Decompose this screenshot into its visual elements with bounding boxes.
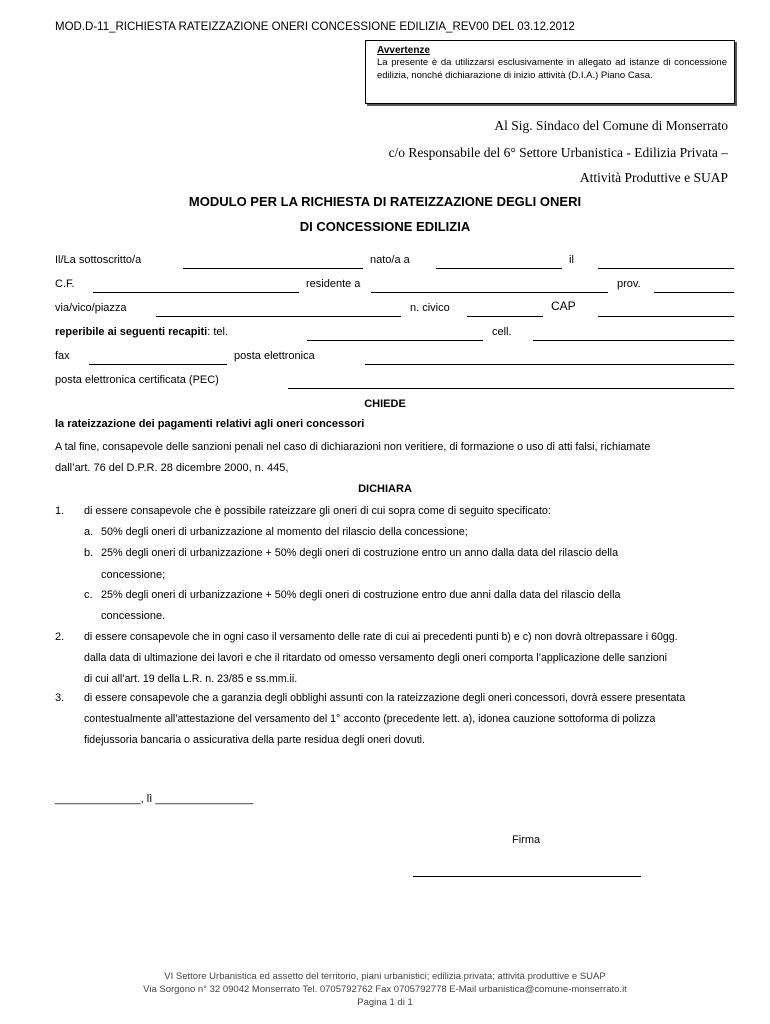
field-luogo-nascita[interactable] [436,268,562,269]
item-3-text-line-2: contestualmente all’attestazione del versamento del 1° acconto (precedente lett. a), idonea cauzione sottoforma di polizza [84,713,656,725]
label-fax: fax [55,350,70,362]
footer-line-1: VI Settore Urbanistica ed assetto del territorio, piani urbanistici; edilizia privata; attività produttive e SUAP [164,971,606,982]
item-1-number: 1. [55,505,65,517]
label-tel: : tel. [207,326,229,338]
field-nome[interactable] [183,268,363,269]
warning-box [365,40,735,104]
field-data-nascita[interactable] [598,268,734,269]
item-3-number: 3. [55,692,65,704]
label-sottoscritto: Il/La sottoscritto/a [55,254,142,266]
item-c-letter: c. [84,589,93,601]
place-date-field[interactable]: ______________, lì ________________ [55,793,254,805]
item-2-number: 2. [55,631,65,643]
item-2-text-line-3: di cui all’art. 19 della L.R. n. 23/85 e ss.mm.ii. [84,673,298,685]
warning-text: La presente è da utilizzarsi esclusivamente in allegato ad istanze di concessione edilizia, nonché dichiarazione di inizio attività (D.I.A.) Piano Casa. [377,57,727,81]
item-a-text: 50% degli oneri di urbanizzazione al momento del rilascio della concessione; [101,526,468,538]
label-pec: posta elettronica certificata (PEC) [55,374,219,386]
chiede-intro-line-2: dall’art. 76 del D.P.R. 28 dicembre 2000, n. 445, [55,462,289,474]
chiede-subject: la rateizzazione dei pagamenti relativi agli oneri concessori [55,418,365,430]
footer-line-2: Via Sorgono n° 32 09042 Monserrato Tel. 0705792762 Fax 0705792778 E-Mail urbanistica@comune-monserrato.it [143,984,627,995]
item-c-text-line-1: 25% degli oneri di urbanizzazione + 50% degli oneri di costruzione entro due anni dalla data del rilascio della [101,589,621,601]
field-prov[interactable] [654,292,734,293]
item-1-text: di essere consapevole che è possibile rateizzare gli oneri di cui sopra come di seguito specificato: [84,505,551,517]
item-3-text-line-1: di essere consapevole che a garanzia degli obblighi assunti con la rateizzazione degli oneri concessori, dovrà essere presentata [84,692,686,704]
label-posta: posta elettronica [234,350,315,362]
firma-label: Firma [512,834,541,846]
label-il: il [569,254,574,266]
signature-line[interactable] [413,876,641,877]
label-cell: cell. [492,326,512,338]
warning-title: Avvertenze [377,45,430,56]
item-c-text-line-2: concessione. [101,610,166,622]
addressee-line-2: c/o Responsabile del 6° Settore Urbanistica - Edilizia Privata – [388,145,728,160]
document-code: MOD.D-11_RICHIESTA RATEIZZAZIONE ONERI CONCESSIONE EDILIZIA_REV00 DEL 03.12.2012 [55,21,575,33]
chiede-heading: CHIEDE [364,398,406,410]
item-a-letter: a. [84,526,94,538]
addressee-line-3: Attività Produttive e SUAP [579,170,728,185]
label-prov: prov. [617,278,641,290]
field-civico[interactable] [467,316,543,317]
label-civico: n. civico [410,302,450,314]
field-cf[interactable] [93,292,299,293]
field-cell[interactable] [533,340,734,341]
field-cap[interactable] [598,316,734,317]
label-residente: residente a [306,278,361,290]
dichiara-heading: DICHIARA [358,483,412,495]
item-b-text-line-2: concessione; [101,569,166,581]
field-pec[interactable] [288,388,734,389]
field-tel[interactable] [307,340,483,341]
footer-page-number: Pagina 1 di 1 [357,997,413,1008]
item-2-text-line-2: dalla data di ultimazione dei lavori e che il ritardato od omesso versamento degli oneri comporta l’applicazione delle sanzioni [84,652,667,664]
field-fax[interactable] [89,364,227,365]
field-residenza[interactable] [371,292,608,293]
label-nato: nato/a a [370,254,410,266]
label-via: via/vico/piazza [55,302,127,314]
addressee-line-1: Al Sig. Sindaco del Comune di Monserrato [494,118,728,133]
item-b-letter: b. [84,547,94,559]
label-reperibile: reperibile ai seguenti recapiti [55,326,208,338]
item-3-text-line-3: fidejussoria bancaria o assicurativa della parte residua degli oneri dovuti. [84,734,425,746]
item-2-text-line-1: di essere consapevole che in ogni caso il versamento delle rate di cui ai precedenti punti b) e c) non dovrà oltrepassare i 60gg. [84,631,678,643]
label-cap: CAP [551,299,576,313]
form-title-line-1: MODULO PER LA RICHIESTA DI RATEIZZAZIONE DEGLI ONERI [188,194,582,209]
form-title-line-2: DI CONCESSIONE EDILIZIA [299,219,471,234]
item-b-text-line-1: 25% degli oneri di urbanizzazione + 50% degli oneri di costruzione entro un anno dalla data del rilascio della [101,547,619,559]
label-cf: C.F. [55,278,75,290]
field-email[interactable] [365,364,734,365]
field-via[interactable] [156,316,401,317]
chiede-intro-line-1: A tal fine, consapevole delle sanzioni penali nel caso di dichiarazioni non veritiere, di formazione o uso di atti falsi, richiamate [55,441,651,453]
